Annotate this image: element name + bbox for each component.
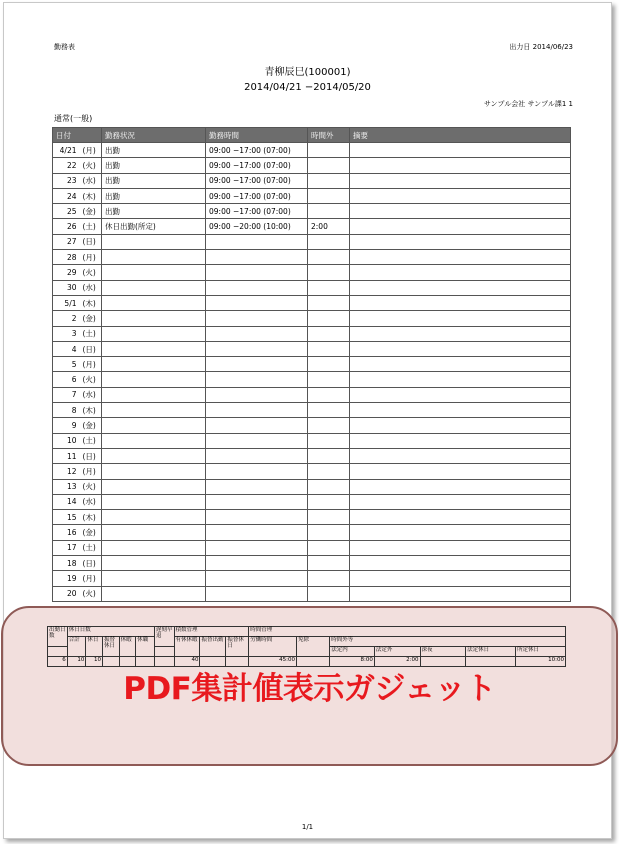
cell-note <box>350 295 571 310</box>
cell-note <box>350 341 571 356</box>
cell-dow: (日) <box>80 556 102 571</box>
cell-hours <box>206 280 308 295</box>
cell-note <box>350 280 571 295</box>
summary-header: 出勤日数 <box>48 627 68 647</box>
table-row <box>53 311 571 326</box>
summary-header: 振替休日 <box>226 637 249 657</box>
table-row <box>53 250 571 265</box>
cell-status <box>102 280 206 295</box>
cell-date: 23 <box>53 173 80 188</box>
table-row <box>53 234 571 249</box>
summary-value: 2:00 <box>374 657 420 667</box>
summary-header: 休日日数 <box>67 627 154 637</box>
cell-overtime <box>308 571 350 586</box>
summary-header: 振替出勤 <box>200 637 226 657</box>
table-row <box>53 265 571 280</box>
column-header: 日付 <box>53 128 102 143</box>
cell-note <box>350 448 571 463</box>
cell-overtime <box>308 173 350 188</box>
table-row <box>53 158 571 173</box>
cell-hours <box>206 357 308 372</box>
cell-overtime <box>308 556 350 571</box>
cell-hours <box>206 326 308 341</box>
cell-date: 8 <box>53 403 80 418</box>
cell-overtime <box>308 510 350 525</box>
cell-overtime <box>308 188 350 203</box>
summary-header: 振替休日 <box>102 637 119 657</box>
cell-status: 出勤 <box>102 204 206 219</box>
cell-dow: (火) <box>80 586 102 601</box>
table-row <box>53 143 571 158</box>
summary-header: 有休休暇 <box>174 637 200 657</box>
cell-overtime <box>308 357 350 372</box>
table-row <box>53 280 571 295</box>
cell-date: 14 <box>53 494 80 509</box>
output-date: 出力日 2014/06/23 <box>509 43 573 51</box>
cell-dow: (金) <box>80 311 102 326</box>
cell-note <box>350 219 571 234</box>
cell-note <box>350 387 571 402</box>
cell-status <box>102 265 206 280</box>
table-row <box>53 341 571 356</box>
summary-header: 法定内 <box>330 647 375 657</box>
cell-dow: (木) <box>80 295 102 310</box>
cell-hours: 09:00 −17:00 (07:00) <box>206 188 308 203</box>
cell-note <box>350 556 571 571</box>
cell-status <box>102 311 206 326</box>
cell-dow: (月) <box>80 143 102 158</box>
cell-note <box>350 494 571 509</box>
summary-value: 10 <box>86 657 103 667</box>
cell-date: 13 <box>53 479 80 494</box>
cell-hours <box>206 586 308 601</box>
cell-status <box>102 403 206 418</box>
cell-hours <box>206 418 308 433</box>
summary-value: 45:00 <box>249 657 297 667</box>
cell-overtime <box>308 372 350 387</box>
table-row <box>53 204 571 219</box>
cell-date: 17 <box>53 540 80 555</box>
cell-hours <box>206 387 308 402</box>
table-row <box>53 464 571 479</box>
cell-dow: (月) <box>80 357 102 372</box>
cell-hours <box>206 295 308 310</box>
cell-status <box>102 250 206 265</box>
cell-status <box>102 341 206 356</box>
cell-overtime <box>308 295 350 310</box>
cell-hours: 09:00 −20:00 (10:00) <box>206 219 308 234</box>
cell-dow: (金) <box>80 525 102 540</box>
cell-date: 27 <box>53 234 80 249</box>
cell-hours <box>206 571 308 586</box>
cell-date: 6 <box>53 372 80 387</box>
cell-date: 9 <box>53 418 80 433</box>
cell-note <box>350 464 571 479</box>
table-row <box>53 586 571 601</box>
summary-header-row-2 <box>48 637 566 647</box>
cell-date: 3 <box>53 326 80 341</box>
cell-note <box>350 311 571 326</box>
cell-dow: (月) <box>80 250 102 265</box>
table-row <box>53 448 571 463</box>
table-row <box>53 525 571 540</box>
cell-status <box>102 418 206 433</box>
cell-note <box>350 571 571 586</box>
summary-value: 10 <box>67 657 86 667</box>
cell-hours <box>206 372 308 387</box>
summary-value: 10:00 <box>515 657 565 667</box>
summary-header: 法定外 <box>374 647 420 657</box>
table-row <box>53 295 571 310</box>
cell-hours: 09:00 −17:00 (07:00) <box>206 173 308 188</box>
cell-dow: (金) <box>80 204 102 219</box>
cell-date: 5 <box>53 357 80 372</box>
cell-note <box>350 158 571 173</box>
cell-note <box>350 326 571 341</box>
cell-status <box>102 387 206 402</box>
table-row <box>53 494 571 509</box>
cell-note <box>350 204 571 219</box>
cell-status <box>102 571 206 586</box>
summary-header: 免除 <box>297 637 330 657</box>
cell-date: 16 <box>53 525 80 540</box>
cell-dow: (土) <box>80 326 102 341</box>
cell-status: 休日出勤(所定) <box>102 219 206 234</box>
cell-date: 24 <box>53 188 80 203</box>
cell-hours <box>206 448 308 463</box>
table-row <box>53 326 571 341</box>
cell-overtime <box>308 158 350 173</box>
summary-header: 休日 <box>86 637 103 657</box>
cell-overtime <box>308 265 350 280</box>
cell-status <box>102 433 206 448</box>
cell-date: 20 <box>53 586 80 601</box>
cell-status: 出勤 <box>102 173 206 188</box>
cell-dow: (水) <box>80 494 102 509</box>
cell-note <box>350 265 571 280</box>
cell-date: 19 <box>53 571 80 586</box>
cell-dow: (土) <box>80 219 102 234</box>
cell-status <box>102 357 206 372</box>
cell-status <box>102 326 206 341</box>
cell-overtime <box>308 204 350 219</box>
cell-date: 5/1 <box>53 295 80 310</box>
cell-overtime <box>308 341 350 356</box>
cell-overtime <box>308 311 350 326</box>
cell-date: 29 <box>53 265 80 280</box>
cell-overtime <box>308 494 350 509</box>
summary-table <box>47 626 566 667</box>
cell-note <box>350 418 571 433</box>
cell-date: 12 <box>53 464 80 479</box>
cell-status <box>102 295 206 310</box>
cell-date: 18 <box>53 556 80 571</box>
cell-hours <box>206 525 308 540</box>
cell-overtime <box>308 250 350 265</box>
cell-hours <box>206 540 308 555</box>
cell-hours <box>206 311 308 326</box>
cell-status <box>102 525 206 540</box>
cell-overtime <box>308 448 350 463</box>
cell-note <box>350 479 571 494</box>
cell-dow: (火) <box>80 372 102 387</box>
cell-dow: (日) <box>80 234 102 249</box>
table-row <box>53 403 571 418</box>
cell-note <box>350 525 571 540</box>
attendance-table <box>52 127 571 602</box>
summary-header: 休職 <box>136 637 155 657</box>
cell-dow: (木) <box>80 510 102 525</box>
cell-note <box>350 586 571 601</box>
cell-note <box>350 250 571 265</box>
cell-note <box>350 540 571 555</box>
summary-header: 合計 <box>67 637 86 657</box>
cell-hours <box>206 556 308 571</box>
cell-status <box>102 540 206 555</box>
cell-hours <box>206 234 308 249</box>
cell-status: 出勤 <box>102 188 206 203</box>
cell-overtime <box>308 525 350 540</box>
table-row <box>53 387 571 402</box>
cell-status <box>102 494 206 509</box>
cell-date: 11 <box>53 448 80 463</box>
cell-dow: (月) <box>80 464 102 479</box>
cell-dow: (木) <box>80 403 102 418</box>
table-row <box>53 479 571 494</box>
cell-date: 4 <box>53 341 80 356</box>
table-row <box>53 540 571 555</box>
cell-status <box>102 586 206 601</box>
cell-status <box>102 510 206 525</box>
summary-header: 所定休日 <box>515 647 565 657</box>
summary-header: 法定休日 <box>466 647 516 657</box>
cell-note <box>350 173 571 188</box>
table-row <box>53 219 571 234</box>
cell-dow: (土) <box>80 433 102 448</box>
summary-header: 時間外等 <box>330 637 566 647</box>
cell-overtime <box>308 433 350 448</box>
cell-overtime <box>308 540 350 555</box>
cell-hours <box>206 464 308 479</box>
cell-note <box>350 510 571 525</box>
cell-overtime <box>308 326 350 341</box>
cell-dow: (月) <box>80 571 102 586</box>
cell-overtime <box>308 387 350 402</box>
cell-note <box>350 403 571 418</box>
cell-hours <box>206 403 308 418</box>
table-row <box>53 173 571 188</box>
table-row <box>53 433 571 448</box>
column-header: 時間外 <box>308 128 350 143</box>
cell-date: 4/21 <box>53 143 80 158</box>
cell-hours <box>206 494 308 509</box>
cell-overtime: 2:00 <box>308 219 350 234</box>
cell-dow: (日) <box>80 341 102 356</box>
cell-hours <box>206 510 308 525</box>
cell-note <box>350 188 571 203</box>
cell-date: 15 <box>53 510 80 525</box>
cell-hours <box>206 341 308 356</box>
cell-dow: (火) <box>80 479 102 494</box>
summary-value: 6 <box>48 657 68 667</box>
cell-status <box>102 448 206 463</box>
cell-hours <box>206 250 308 265</box>
table-row <box>53 418 571 433</box>
cell-status <box>102 372 206 387</box>
summary-header: 休暇 <box>119 637 136 657</box>
cell-status <box>102 234 206 249</box>
cell-hours <box>206 479 308 494</box>
cell-hours: 09:00 −17:00 (07:00) <box>206 158 308 173</box>
cell-date: 2 <box>53 311 80 326</box>
cell-status: 出勤 <box>102 158 206 173</box>
cell-overtime <box>308 418 350 433</box>
summary-header-row-1 <box>48 627 566 637</box>
table-row <box>53 571 571 586</box>
column-header: 勤務時間 <box>206 128 308 143</box>
cell-date: 28 <box>53 250 80 265</box>
cell-status <box>102 556 206 571</box>
cell-dow: (金) <box>80 418 102 433</box>
cell-note <box>350 433 571 448</box>
cell-note <box>350 234 571 249</box>
cell-hours: 09:00 −17:00 (07:00) <box>206 143 308 158</box>
table-row <box>53 372 571 387</box>
cell-hours <box>206 265 308 280</box>
cell-status <box>102 464 206 479</box>
cell-date: 26 <box>53 219 80 234</box>
cell-dow: (水) <box>80 387 102 402</box>
cell-dow: (木) <box>80 188 102 203</box>
cell-dow: (土) <box>80 540 102 555</box>
gadget-label: PDF集計値表示ガジェット <box>123 671 496 707</box>
document-title: 勤務表 <box>54 43 75 51</box>
column-header: 勤務状況 <box>102 128 206 143</box>
cell-overtime <box>308 280 350 295</box>
company-department: サンプル会社 サンプル課1 1 <box>483 100 573 108</box>
period-range: 2014/04/21 −2014/05/20 <box>244 82 371 93</box>
cell-status <box>102 479 206 494</box>
column-header: 摘要 <box>350 128 571 143</box>
employee-name: 青柳辰巳(100001) <box>264 67 351 78</box>
table-row <box>53 510 571 525</box>
summary-header: 深夜 <box>420 647 466 657</box>
summary-header: 遅刻早退 <box>154 627 174 647</box>
cell-note <box>350 357 571 372</box>
table-header-row <box>53 128 571 143</box>
section-label: 通常(一般) <box>54 114 93 123</box>
summary-header: 時間管理 <box>249 627 566 637</box>
table-body <box>53 143 571 602</box>
cell-hours <box>206 433 308 448</box>
cell-overtime <box>308 464 350 479</box>
cell-overtime <box>308 479 350 494</box>
table-row <box>53 188 571 203</box>
cell-date: 22 <box>53 158 80 173</box>
cell-dow: (火) <box>80 158 102 173</box>
cell-date: 10 <box>53 433 80 448</box>
table-row <box>53 357 571 372</box>
cell-note <box>350 143 571 158</box>
cell-overtime <box>308 143 350 158</box>
cell-dow: (火) <box>80 265 102 280</box>
summary-value: 8:00 <box>330 657 375 667</box>
page-number: 1/1 <box>301 823 314 831</box>
summary-header: 労働時間 <box>249 637 297 657</box>
cell-date: 30 <box>53 280 80 295</box>
cell-overtime <box>308 586 350 601</box>
cell-note <box>350 372 571 387</box>
cell-hours: 09:00 −17:00 (07:00) <box>206 204 308 219</box>
table-row <box>53 556 571 571</box>
cell-overtime <box>308 234 350 249</box>
cell-date: 25 <box>53 204 80 219</box>
cell-status: 出勤 <box>102 143 206 158</box>
cell-dow: (日) <box>80 448 102 463</box>
summary-value: 40 <box>174 657 200 667</box>
cell-dow: (水) <box>80 173 102 188</box>
cell-date: 7 <box>53 387 80 402</box>
cell-dow: (水) <box>80 280 102 295</box>
cell-overtime <box>308 403 350 418</box>
summary-header: 積数管理 <box>174 627 249 637</box>
